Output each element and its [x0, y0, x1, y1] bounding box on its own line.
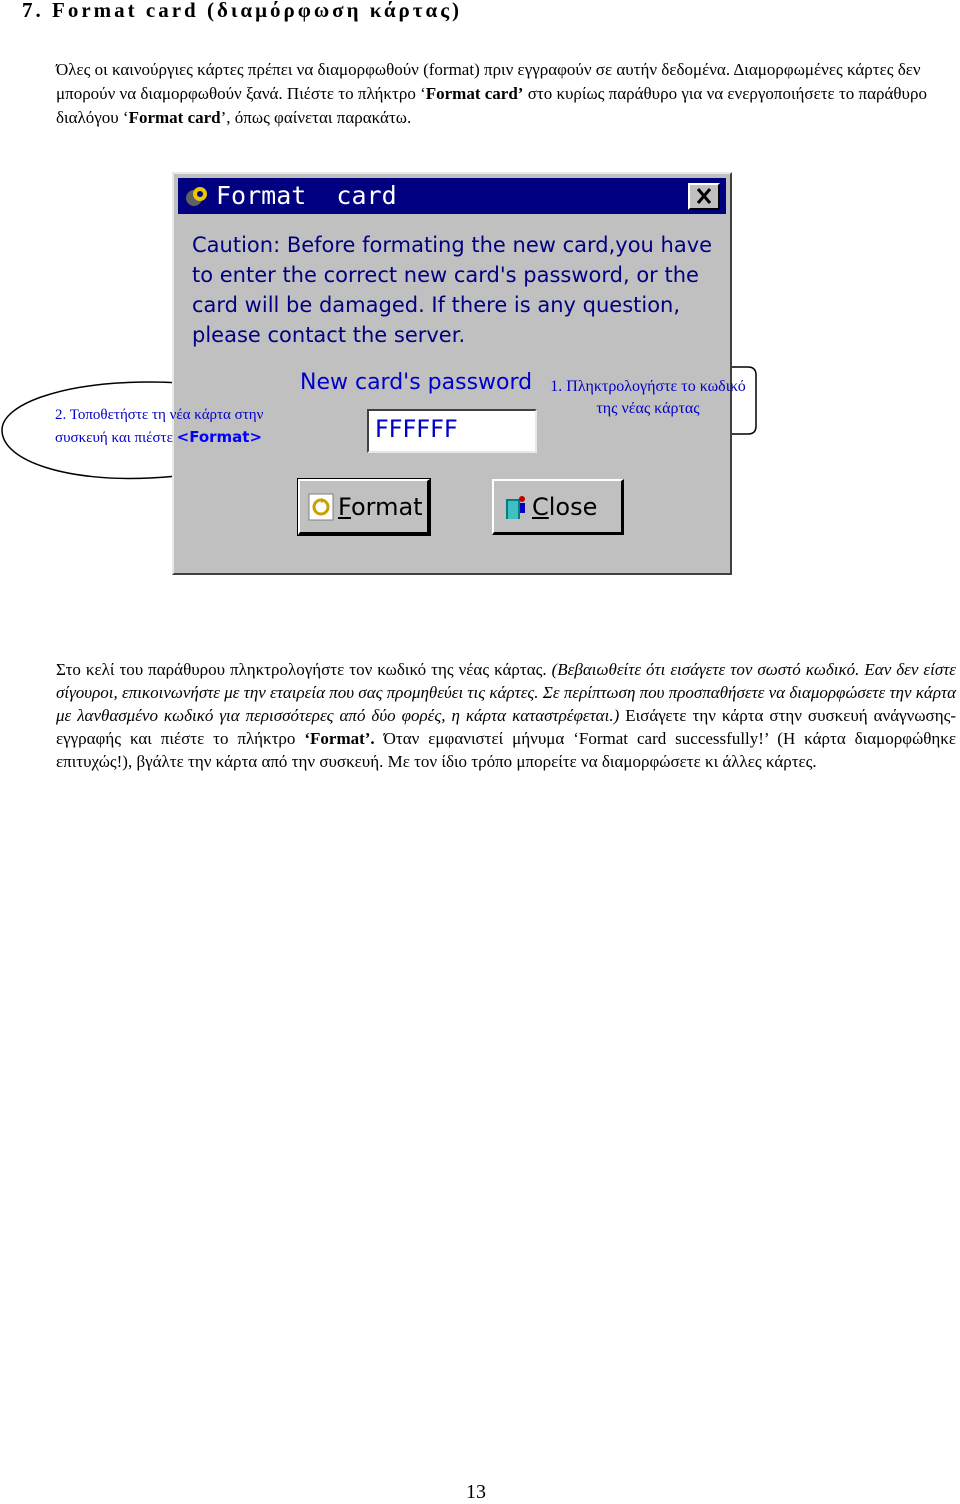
dialog-title: Format card — [216, 181, 397, 210]
close-button[interactable] — [492, 479, 624, 535]
dialog-titlebar — [178, 178, 726, 214]
format-button[interactable] — [298, 479, 430, 535]
page-number: 13 — [466, 1481, 486, 1503]
format-icon — [308, 493, 334, 521]
callout-right-text: 1. Πληκτρολογήστε το κωδικό της νέας κάρτας — [550, 378, 746, 417]
door-exit-icon — [502, 493, 528, 521]
format-button-mnemonic: F — [338, 493, 351, 521]
close-icon — [690, 185, 718, 208]
callout-format-label: <Format> — [176, 428, 263, 446]
format-button-label: ormat — [350, 493, 423, 521]
password-input[interactable]: FFFFFF — [367, 409, 537, 453]
caution-message: Caution: Before formating the new card,you have to enter the correct new card's password, or the card will be damaged. If there is any question, please contact the server. — [192, 233, 713, 347]
close-button-mnemonic: C — [532, 493, 549, 521]
instructions-paragraph: Στο κελί του παράθυρου πληκτρολογήστε τον κωδικό της νέας κάρτας. (Βεβαιωθείτε ότι εισάγετε τον σωστό κωδικό. Εαν δεν είστε σίγουροι, επικοινωνήστε με την εταιρεία που σας προμηθεύει τις κάρτες. Σε περίπτωση που προσπαθήσετε να διαμορφώσετε την κάρτα με λανθασμένο κωδικό για περισσότερες από δύο φορές, η κάρτα καταστρέφεται.) Εισάγετε την κάρτα στην συσκευή ανάγνωσης-εγγραφής και πιέστε το πλήκτρο ‘Format’. Όταν εμφανιστεί μήνυμα ‘Format card successfully!’ (Η κάρτα διαμορφώθηκε επιτυχώς!), βγάλτε την κάρτα από την συσκευή. Με τον ίδιο τρόπο μπορείτε να διαμορφώσετε κι άλλες κάρτες. — [56, 660, 957, 771]
intro-paragraph: Όλες οι καινούργιες κάρτες πρέπει να διαμορφωθούν (format) πριν εγγραφούν σε αυτήν δεδομένα. Διαμορφωμένες κάρτες δεν μπορούν να διαμορφωθούν ξανά. Πιέστε το πλήκτρο ‘Format card’ στο κυρίως παράθυρο για να ενεργοποιήσετε το παράθυρο διαλόγου ‘Format card’, όπως φαίνεται παρακάτω. — [56, 60, 927, 127]
callout-left-text: 2. Τοποθετήστε τη νέα κάρτα στην συσκευή και πιέστε <Format> — [55, 407, 264, 446]
section-heading: 7. Format card (διαμόρφωση κάρτας) — [22, 0, 463, 22]
close-button-label: lose — [548, 493, 598, 521]
password-label: New card's password — [300, 370, 533, 395]
window-close-button[interactable] — [688, 183, 720, 210]
format-card-dialog — [172, 172, 732, 575]
app-icon — [184, 184, 210, 210]
